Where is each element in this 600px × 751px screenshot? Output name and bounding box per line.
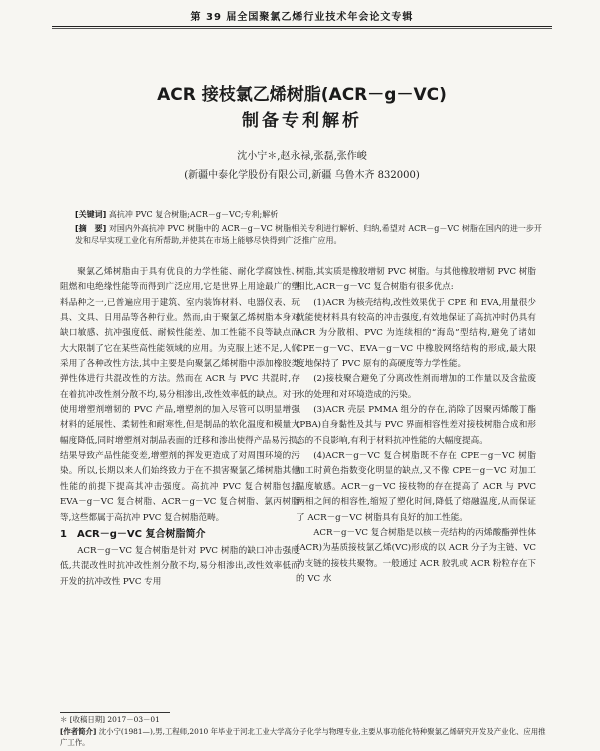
advantage-1: (1)ACR 为核壳结构,改性效果优于 CPE 和 EVA,用量很少就能使材料具有较高的冲击强度,有效地保证了高抗冲时仍具有 ACR 为分散相、PVC 为连续相的“海岛”型结构,避免了诸如 CPE－g－VC、EVA－g－VC 中橡胶网络结构的形成,最大限度地保持了 PVC 原有的高硬度等力学性能。: [296, 297, 536, 370]
header-rule: [52, 26, 552, 27]
keywords-text: 高抗冲 PVC 复合树脂;ACR－g－VC;专利;解析: [108, 210, 279, 219]
affiliation: (新疆中泰化学股份有限公司,新疆 乌鲁木齐 832000): [184, 170, 420, 181]
section-heading: 1 ACR－g－VC 复合树脂简介: [60, 528, 206, 540]
author-bio-text: 沈小宁(1981—),男,工程师,2010 年毕业于河北工业大学高分子化学与物理专业,主要从事功能化特种聚氯乙烯研究开发及产业化、应用推广工作。: [60, 727, 546, 747]
body-paragraph: ACR－g－VC 复合树脂是以核－壳结构的丙烯酸酯弹性体(ACR)为基质接枝氯乙烯(VC)形成的以 ACR 分子为主链、VC 为支链的接枝共聚物。一般通过 ACR 胶乳或 ACR 粉粒存在下的 VC 水: [296, 527, 536, 584]
advantage-3: (3)ACR 壳层 PMMA 组分的存在,消除了因聚丙烯酸丁酯(PBA)自身黏性及其与 PVC 界面相容性差对接枝树脂合成和形态的不良影响,有利于材料抗冲性能的大幅度提高。: [296, 405, 536, 446]
paper-title-line-1: ACR 接枝氯乙烯树脂(ACR－g－VC): [157, 85, 447, 105]
advantage-2: (2)接枝聚合避免了分离改性剂而增加的工作量以及含盐废水的处理和对环境造成的污染。: [296, 374, 536, 400]
advantage-4: (4)ACR－g－VC 复合树脂既不存在 CPE－g－VC 树脂加工时黄色指数变化明显的缺点,又不像 CPE－g－VC 对加工温度敏感。ACR－g－VC 接枝物的存在提高了 ACR 与 PVC 两相之间的相容性,缩短了塑化时间,降低了熔融温度,从而保证了 ACR－g－VC 树脂具有良好的加工性能。: [296, 451, 536, 523]
abstract: [75, 223, 545, 247]
body-paragraph: 聚氯乙烯树脂由于具有优良的力学性能、耐化学腐蚀性、阻燃和电绝缘性能等而得到广泛应用,它是世界上用途最广的塑料品种之一,已普遍应用于建筑、室内装饰材料、电器仪表、玩具、文具、日用品等各种行业。然而,由于聚氯乙烯树脂本身对缺口敏感、抗冲强度低、耐候性能差、加工性能不良等缺点而大大限制了它在某些高性能领域的应用。为克服上述不足,人们采用了各种改性方法,其中主要是向聚氯乙烯树脂中添加橡胶类弹性体进行共混改性的方法。然而在 ACR 与 PVC 共混时,存在着抗冲改性剂分散不均,易分相渗出,改性效率低的缺点。对于使用增塑剂增韧的 PVC 产品,增塑剂的加入尽管可以明显增强材料的延展性、柔韧性和耐寒性,但是制品的软化温度和模量大幅度降低,同时增塑剂对制品表面的迁移和渗出使得产品易污损,结果导致产品性能变差,增塑剂的挥发更造成了对周围环境的污染。所以,长期以来人们始终致力于在不损害聚氯乙烯树脂其他性能的前提下提高其冲击强度。高抗冲 PVC 复合树脂包括 EVA－g－VC 复合树脂、ACR－g－VC 复合树脂、氯丙树脂等,这些都属于高抗冲 PVC 复合树脂范畴。: [60, 267, 300, 523]
keywords: [75, 209, 545, 221]
footnote-rule: [60, 712, 170, 713]
footnote-received: ＊ [收稿日期] 2017－03－01: [60, 715, 160, 724]
running-header: 第 39 届全国聚氯乙烯行业技术年会论文专辑: [190, 12, 414, 23]
footnote-author-bio: [60, 726, 550, 748]
authors: 沈小宁＊,赵永禄,张磊,张作峻: [237, 151, 367, 162]
header-rule-thin: [52, 28, 552, 29]
body-paragraph: ACR－g－VC 复合树脂是针对 PVC 树脂的缺口冲击强度低,共混改性时抗冲改性剂分散不均,易分相渗出,改性效率低而开发的抗冲改性 PVC 专用: [60, 545, 300, 587]
keywords-label: [关键词]: [75, 210, 107, 219]
abstract-label: [摘 要]: [75, 224, 107, 233]
left-column: [60, 265, 300, 590]
author-bio-label: [作者简介]: [60, 727, 97, 736]
body-paragraph: 树脂,其实质是橡胶增韧 PVC 树脂。与其他橡胶增韧 PVC 树脂相比,ACR－g－VC 复合树脂有很多优点:: [296, 267, 536, 293]
paper-title-line-2: 制备专利解析: [242, 111, 362, 131]
right-column: [296, 265, 536, 587]
abstract-text: 对国内外高抗冲 PVC 树脂中的 ACR－g－VC 树脂相关专利进行解析、归纳,希望对 ACR－g－VC 树脂在国内的进一步开发和尽早实现工业化有所帮助,并使其在市场上能够尽快得到广泛推广应用。: [75, 224, 542, 245]
